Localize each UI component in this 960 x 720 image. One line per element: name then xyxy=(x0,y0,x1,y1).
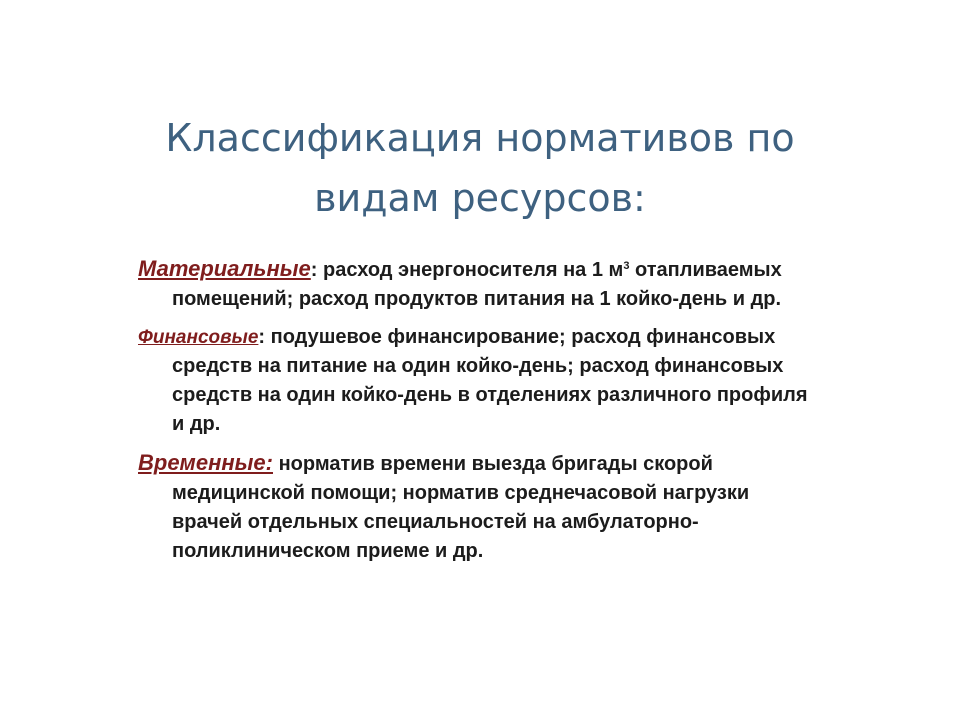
item-text-time: норматив времени выезда бригады скорой медицинской помощи; норматив среднечасовой нагрузки врачей отдельных специальностей на амбулаторно-поликлиническом приеме и др. xyxy=(172,453,750,562)
list-item-financial xyxy=(138,323,818,439)
item-text-material: расход энергоносителя на 1 м xyxy=(323,259,624,281)
list-item-time xyxy=(138,448,818,566)
item-colon-material: : xyxy=(310,259,318,281)
item-label-material: Материальные xyxy=(138,256,311,281)
slide-title-line2: видам ресурсов: xyxy=(314,176,646,220)
item-superscript-material: 3 xyxy=(623,260,630,272)
item-text-financial: подушевое финансирование; расход финансовых средств на питание на один койко-день; расход финансовых средств на один койко-день в отделениях различного профиля и др. xyxy=(172,326,808,435)
slide-title xyxy=(100,108,860,228)
item-label-time: Временные: xyxy=(138,450,273,475)
item-label-financial: Финансовые xyxy=(138,327,259,348)
list-item-material xyxy=(138,254,818,314)
item-text-material-rest: отапливаемых помещений; расход продуктов питания на 1 койко-день и др. xyxy=(172,259,782,310)
slide-title-line1: Классификация нормативов по xyxy=(165,116,795,160)
resource-types-list xyxy=(138,254,818,566)
item-colon-financial: : xyxy=(258,326,266,348)
